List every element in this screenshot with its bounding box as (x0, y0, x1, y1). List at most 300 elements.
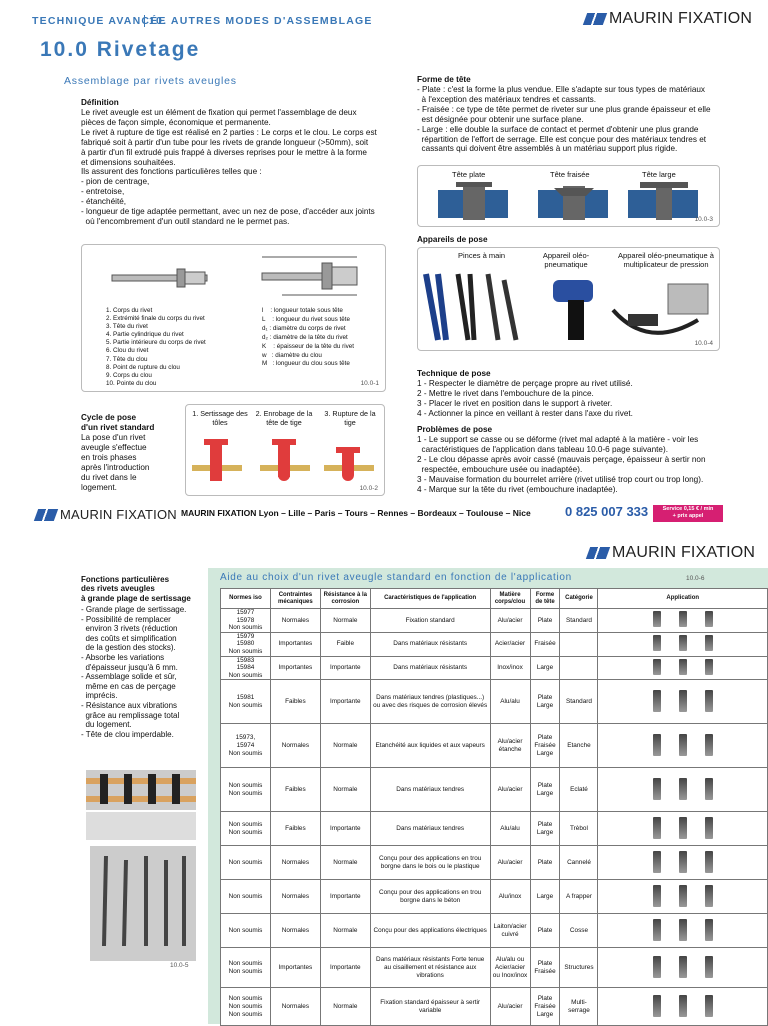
text-line: - étanchéité, (81, 197, 127, 207)
head-large-label: Tête large (642, 170, 676, 179)
list-item: - Tête de clou imperdable. (81, 729, 174, 739)
cell-line: Non soumis (228, 960, 263, 968)
corrosion-cell: Normale (320, 914, 370, 948)
corrosion-cell: Importante (320, 656, 370, 680)
head-form-text (417, 85, 737, 154)
tool-hand-label: Pinces à main (458, 251, 506, 260)
brand-logo-page2: MAURIN FIXATION (588, 544, 755, 562)
application-cell: Fixation standard épaisseur à sertir variable (370, 988, 490, 1026)
application-image-cell (598, 880, 768, 914)
head-shape-cell (530, 988, 560, 1026)
text-line: caractéristiques de l'application dans tableau 10.0-6 page suivante). (417, 444, 668, 454)
rivet-icon (653, 659, 661, 675)
table-row (221, 988, 768, 1026)
application-image-cell (598, 846, 768, 880)
cycle-text (81, 433, 149, 492)
head-shape-cell (530, 846, 560, 880)
mechanical-cell: Normales (270, 846, 320, 880)
rivet-closeup-photo (90, 846, 196, 961)
dimension-item: l : longueur totale sous tête (262, 307, 343, 314)
figure-number: 10.0-4 (694, 340, 713, 347)
iso-cell (221, 724, 271, 768)
cell-line: 15978 (236, 616, 255, 624)
rivet-icon (679, 611, 687, 627)
text-line: Ils assurent des fonctions particulières telles que : (81, 167, 262, 177)
application-image-cell (598, 609, 768, 633)
iso-cell (221, 632, 271, 656)
brand-mark-icon (583, 13, 607, 25)
iso-cell (221, 948, 271, 988)
definition-title: Définition (81, 98, 119, 107)
section-subtitle: Assemblage par rivets aveugles (64, 75, 237, 87)
application-cell: Dans matériaux tendres (370, 812, 490, 846)
head-shape-cell (530, 680, 560, 724)
cell-line: Fraisée (534, 1003, 556, 1011)
list-item: du logement. (81, 720, 132, 730)
cell-line: Large (536, 893, 554, 901)
material-cell: Alu/inox (490, 880, 530, 914)
corrosion-cell: Faible (320, 632, 370, 656)
category-cell: Eclaté (560, 768, 598, 812)
iso-cell (221, 988, 271, 1026)
rivet-icon (679, 778, 687, 800)
cell-line: Non soumis (228, 782, 263, 790)
rivet-icon (679, 690, 687, 712)
text-line: 2 - Mettre le rivet dans l'embouchure de la pince. (417, 388, 594, 398)
section-label: TECHNIQUE AVANCÉE (32, 15, 167, 27)
list-item: - Résistance aux vibrations (81, 700, 178, 710)
category-cell: Trèbol (560, 812, 598, 846)
rivet-icon (653, 690, 661, 712)
cell-line: Plate (537, 927, 553, 935)
cell-line: Large (536, 701, 554, 709)
rivet-icon (705, 885, 713, 907)
head-shape-cell (530, 609, 560, 633)
tools-title: Appareils de pose (417, 235, 488, 244)
dimensions-list (262, 307, 354, 369)
head-shape-cell (530, 724, 560, 768)
mechanical-cell: Normales (270, 988, 320, 1026)
iso-cell (221, 768, 271, 812)
cell-line: Fraisée (534, 640, 556, 648)
list-item: environ 3 rivets (réduction (81, 624, 178, 634)
text-line: 4 - Marque sur la tête du rivet (embouchure inadaptée). (417, 484, 618, 494)
column-header: Application (598, 589, 768, 609)
material-cell: Alu/acier (490, 768, 530, 812)
text-line: 1 - Le support se casse ou se déforme (rivet mal adapté à la matière - voir les (417, 435, 699, 444)
table-row (221, 609, 768, 633)
corrosion-cell: Normale (320, 846, 370, 880)
dimension-item: d₂ : diamètre de la tête du rivet (262, 333, 348, 341)
cycle-title (81, 413, 154, 433)
technique-text (417, 379, 633, 419)
figure-number: 10.0-2 (359, 485, 378, 492)
cell-line: Non soumis (228, 624, 263, 632)
text-line: 4 - Actionner la pince en veillant à rester dans l'axe du rivet. (417, 408, 633, 418)
corrosion-cell: Normale (320, 724, 370, 768)
rivet-icon (653, 778, 661, 800)
rivet-icon (679, 956, 687, 978)
text-line: 3 - Placer le rivet en position dans le support à riveter. (417, 398, 613, 408)
material-cell: Laiton/acier cuivré (490, 914, 530, 948)
rivet-icon (653, 734, 661, 756)
mechanical-cell: Faibles (270, 680, 320, 724)
text-line: respectée, embouchure usée ou inadaptée). (417, 464, 583, 474)
part-item: 5. Partie intérieure du corps de rivet (106, 339, 206, 347)
cell-line: Plate (537, 859, 553, 867)
text-line: du rivet dans le (81, 472, 137, 482)
column-header: Catégorie (560, 589, 598, 609)
cell-line: 15980 (236, 640, 255, 648)
mechanical-cell: Normales (270, 880, 320, 914)
table-row (221, 768, 768, 812)
application-image-cell (598, 948, 768, 988)
text-line: - longueur de tige adaptée permettant, avec un nez de pose, d'accéder aux joints (81, 207, 375, 217)
table-row (221, 812, 768, 846)
rivet-icon (653, 851, 661, 873)
text-line: 1 - Respecter le diamètre de perçage propre au rivet utilisé. (417, 379, 633, 388)
material-cell: Alu/acier (490, 988, 530, 1026)
iso-cell (221, 680, 271, 724)
category-cell: Standard (560, 680, 598, 724)
cell-line: Non soumis (228, 749, 263, 757)
material-cell: Acier/acier (490, 632, 530, 656)
cell-line: Plate (537, 960, 553, 968)
special-functions-title (81, 575, 191, 603)
iso-cell (221, 609, 271, 633)
footer-phone[interactable]: 0 825 007 333 (565, 504, 649, 519)
text-line: et dimensions souhaitées. (81, 157, 176, 167)
application-cell: Dans matériaux tendres (plastiques...) ou avec des risques de corrosion élevés (370, 680, 490, 724)
text-line: à partir d'un fil extrudé puis frappé à diverses reprises pour le mettre à la forme (81, 147, 367, 157)
text-line: - pion de centrage, (81, 177, 150, 187)
iso-cell (221, 880, 271, 914)
iso-cell (221, 846, 271, 880)
table-row (221, 724, 768, 768)
special-functions-list (81, 605, 186, 739)
category-cell: A frapper (560, 880, 598, 914)
mechanical-cell: Faibles (270, 812, 320, 846)
rivet-sample-photo (86, 770, 196, 810)
rivet-icon (705, 635, 713, 651)
text-line: répartition de l'effort de serrage. Elle est conçue pour des matériaux tendres et (417, 134, 707, 144)
text-line: La pose d'un rivet (81, 433, 146, 442)
rivet-icon (705, 817, 713, 839)
table-row (221, 846, 768, 880)
corrosion-cell: Importante (320, 812, 370, 846)
application-image-cell (598, 680, 768, 724)
cell-line: Large (536, 1010, 554, 1018)
material-cell: Alu/alu (490, 812, 530, 846)
text-line: pièces de façon simple, économique et permanente. (81, 117, 271, 127)
part-item: 10. Pointe du clou (106, 379, 157, 387)
application-cell: Dans matériaux tendres (370, 768, 490, 812)
text-line: après l'introduction (81, 462, 150, 472)
mechanical-cell: Normales (270, 609, 320, 633)
rivet-icon (705, 956, 713, 978)
application-image-cell (598, 812, 768, 846)
text-line: - Large : elle double la surface de contact et permet d'obtenir une plus grande (417, 124, 699, 134)
category-cell: Structures (560, 948, 598, 988)
corrosion-cell: Normale (320, 609, 370, 633)
cell-line: Non soumis (228, 701, 263, 709)
text-line: en trois phases (81, 452, 137, 462)
rivet-icon (679, 919, 687, 941)
dimension-item: K : épaisseur de la tête du rivet (262, 342, 355, 350)
rivet-selection-table (220, 588, 768, 1026)
head-shape-cell (530, 948, 560, 988)
cell-line: Non soumis (228, 927, 263, 935)
cell-line: Non soumis (228, 828, 263, 836)
text-line: à grande plage de sertissage (81, 593, 191, 603)
part-item: 4. Partie cylindrique du rivet (106, 331, 184, 339)
chapter-label: 10. AUTRES MODES D'ASSEMBLAGE (144, 15, 373, 27)
cell-line: Fraisée (534, 967, 556, 975)
cell-line: 15984 (236, 664, 255, 672)
head-types-figure (417, 165, 720, 227)
brand-mark-icon (586, 547, 610, 559)
application-image-cell (598, 724, 768, 768)
rivet-anatomy-figure (81, 244, 386, 392)
footer-badge: Service 0,15 € / min + prix appel (653, 505, 723, 522)
iso-cell (221, 914, 271, 948)
cell-line: Non soumis (228, 1010, 263, 1018)
dimension-item: L : longueur du rivet sous tête (262, 315, 350, 323)
cell-line: Large (536, 749, 554, 757)
mechanical-cell: Normales (270, 914, 320, 948)
cell-line: Plate (537, 616, 553, 624)
part-item: 3. Tête du rivet (106, 323, 148, 331)
rivet-icon (653, 995, 661, 1017)
material-cell: Alu/acier (490, 846, 530, 880)
dimension-item: d₁ : diamètre du corps de rivet (262, 324, 346, 332)
rivet-icon (653, 635, 661, 651)
material-cell: Alu/acier étanche (490, 724, 530, 768)
figure-number: 10.0-6 (686, 575, 705, 582)
cell-line: Fraisée (534, 742, 556, 750)
definition-text (81, 108, 401, 227)
head-shape-cell (530, 812, 560, 846)
part-item: 8. Point de rupture du clou (106, 363, 180, 371)
technique-title: Technique de pose (417, 369, 491, 378)
part-item: 7. Tête du clou (106, 355, 148, 363)
text-line: - Fraisée : ce type de tête permet de riveter sur une plus grande épaisseur et elle (417, 104, 711, 114)
category-cell: Multi-serrage (560, 988, 598, 1026)
cell-line: Large (536, 789, 554, 797)
corrosion-cell: Importante (320, 948, 370, 988)
list-item: - Grande plage de sertissage. (81, 605, 187, 614)
table-row (221, 880, 768, 914)
rivet-icon (705, 611, 713, 627)
cell-line: 15983 (236, 656, 255, 664)
part-item: 9. Corps du clou (106, 371, 152, 379)
list-item: imprécis. (81, 691, 118, 701)
rivet-icon (653, 956, 661, 978)
application-cell: Conçu pour des applications électriques (370, 914, 490, 948)
head-form-title: Forme de tête (417, 75, 471, 84)
application-cell: Conçu pour des applications en trou borgne dans le bois ou le plastique (370, 846, 490, 880)
parts-list (106, 307, 206, 388)
application-image-cell (598, 988, 768, 1026)
column-header: Forme de tête (530, 589, 560, 609)
material-cell: Alu/acier (490, 609, 530, 633)
cycle-step-1: 1. Sertissage des tôles (192, 409, 248, 427)
table-row (221, 948, 768, 988)
category-cell: Standard (560, 609, 598, 633)
corrosion-cell: Importante (320, 680, 370, 724)
head-shape-cell (530, 656, 560, 680)
cell-line: 15981 (236, 694, 255, 702)
problems-text (417, 435, 706, 494)
cell-line: 15973, (235, 734, 256, 742)
head-shape-cell (530, 632, 560, 656)
rivets-icon (90, 846, 196, 961)
application-image-cell (598, 632, 768, 656)
cell-line: Large (536, 664, 554, 672)
footer-cities: MAURIN FIXATION Lyon – Lille – Paris – Tours – Rennes – Bordeaux – Toulouse – Nice (181, 508, 531, 518)
application-cell: Dans matériaux résistants (370, 656, 490, 680)
text-line: aveugle s'effectue (81, 442, 147, 452)
rivet-icon (679, 817, 687, 839)
text-line: logement. (81, 482, 117, 492)
problems-title: Problèmes de pose (417, 425, 493, 434)
tool-multiplier-label: Appareil oléo-pneumatique à multiplicateur de pression (618, 251, 714, 269)
list-item: même en cas de perçage (81, 681, 176, 691)
column-header: Caractéristiques de l'application (370, 589, 490, 609)
corrosion-cell: Importante (320, 880, 370, 914)
cycle-step-2: 2. Enrobage de la tête de tige (255, 409, 313, 427)
application-cell: Dans matériaux résistants (370, 632, 490, 656)
text-line: des rivets aveugles (81, 584, 155, 594)
category-cell (560, 632, 598, 656)
rivet-icon (705, 995, 713, 1017)
rivet-sample-photo-2 (86, 812, 196, 840)
rivet-assembly-icon (86, 770, 196, 810)
cell-line: Plate (537, 995, 553, 1003)
head-shape-cell (530, 768, 560, 812)
cell-line: 15977 (236, 609, 255, 616)
head-types-icon (418, 180, 721, 230)
category-cell: Cannelé (560, 846, 598, 880)
corrosion-cell: Normale (320, 988, 370, 1026)
cell-line: 15974 (236, 742, 255, 750)
table-row (221, 656, 768, 680)
text-line: Fonctions particulières (81, 575, 170, 584)
iso-cell (221, 656, 271, 680)
text-line: à l'exception des matériaux tendres et cassants. (417, 94, 597, 104)
list-item: - Assemblage solide et sûr, (81, 672, 177, 682)
cycle-rivets-icon (186, 433, 386, 493)
list-item: - Absorbe les variations (81, 652, 165, 662)
text-line: Cycle de pose (81, 413, 137, 422)
figure-number: 10.0-3 (694, 216, 713, 223)
cell-line: Non soumis (228, 789, 263, 797)
application-image-cell (598, 914, 768, 948)
cell-line: Plate (537, 782, 553, 790)
text-line: cassants qui doivent être assemblés à un matériau support plus rigide. (417, 144, 678, 154)
cell-line: Non soumis (228, 1003, 263, 1011)
rivet-icon (705, 778, 713, 800)
text-line: d'un rivet standard (81, 422, 155, 432)
mechanical-cell: Normales (270, 724, 320, 768)
table-row (221, 680, 768, 724)
text-line: fabriqué soit à partir d'un tube pour les rivets de grande longueur (>50mm), soit (81, 137, 369, 147)
part-item: 6. Clou du rivet (106, 347, 149, 355)
rivet-icon (705, 734, 713, 756)
cell-line: Large (536, 828, 554, 836)
cycle-figure (185, 404, 385, 496)
text-line: est désignée pour obtenir une surface plane. (417, 114, 584, 124)
application-cell: Etanchéité aux liquides et aux vapeurs (370, 724, 490, 768)
head-shape-cell (530, 914, 560, 948)
material-cell: Inox/inox (490, 656, 530, 680)
rivet-icon (679, 851, 687, 873)
rivet-icon (653, 919, 661, 941)
rivet-icon (679, 885, 687, 907)
material-cell: Alu/alu ou Acier/acier ou Inox/inox (490, 948, 530, 988)
text-line: - entretoise, (81, 187, 125, 197)
application-image-cell (598, 768, 768, 812)
category-cell: Etanche (560, 724, 598, 768)
rivet-icon (705, 659, 713, 675)
text-line: Le rivet aveugle est un élément de fixation qui permet l'assemblage de deux (81, 108, 357, 117)
rivet-icon (705, 919, 713, 941)
mechanical-cell: Importantes (270, 948, 320, 988)
corrosion-cell: Normale (320, 768, 370, 812)
list-item: d'épaisseur jusqu'à 6 mm. (81, 662, 178, 672)
text-line: Le rivet à rupture de tige est réalisé en 2 parties : Le corps et le clou. Le corps est (81, 127, 377, 137)
tools-icon (418, 270, 721, 350)
application-image-cell (598, 656, 768, 680)
part-item: 1. Corps du rivet (106, 307, 153, 314)
brand-logo: MAURIN FIXATION (585, 10, 752, 28)
table-header-row (221, 589, 768, 609)
category-cell (560, 656, 598, 680)
column-header: Normes iso (221, 589, 271, 609)
cell-line: Non soumis (228, 647, 263, 655)
brand-mark-icon (34, 509, 58, 521)
iso-cell (221, 812, 271, 846)
list-item: - Possibilité de remplacer (81, 614, 171, 624)
list-item: grâce au remplissage total (81, 710, 180, 720)
cell-line: Non soumis (228, 995, 263, 1003)
cell-line: Plate (537, 694, 553, 702)
mechanical-cell: Importantes (270, 656, 320, 680)
cell-line: Plate (537, 734, 553, 742)
head-shape-cell (530, 880, 560, 914)
cell-line: 15979 (236, 632, 255, 640)
table-row (221, 632, 768, 656)
list-item: des coûts et simplification (81, 633, 177, 643)
head-countersunk-label: Tête fraisée (550, 170, 590, 179)
rivet-icon (679, 635, 687, 651)
mechanical-cell: Importantes (270, 632, 320, 656)
cell-line: Plate (537, 821, 553, 829)
cycle-step-3: 3. Rupture de la tige (324, 409, 376, 427)
rivet-icon (653, 611, 661, 627)
cell-line: Non soumis (228, 967, 263, 975)
text-line: 3 - Mauvaise formation du bourrelet arrière (rivet utilisé trop court ou trop long). (417, 474, 704, 484)
text-line: où l'encombrement d'un outil standard ne le permet pas. (81, 216, 290, 226)
column-header: Contraintes mécaniques (270, 589, 320, 609)
rivet-icon (705, 690, 713, 712)
rivet-icon (679, 995, 687, 1017)
application-cell: Fixation standard (370, 609, 490, 633)
category-cell: Cosse (560, 914, 598, 948)
footer-logo: MAURIN FIXATION (36, 507, 177, 522)
rivet-icon (679, 734, 687, 756)
tools-figure (417, 247, 720, 351)
